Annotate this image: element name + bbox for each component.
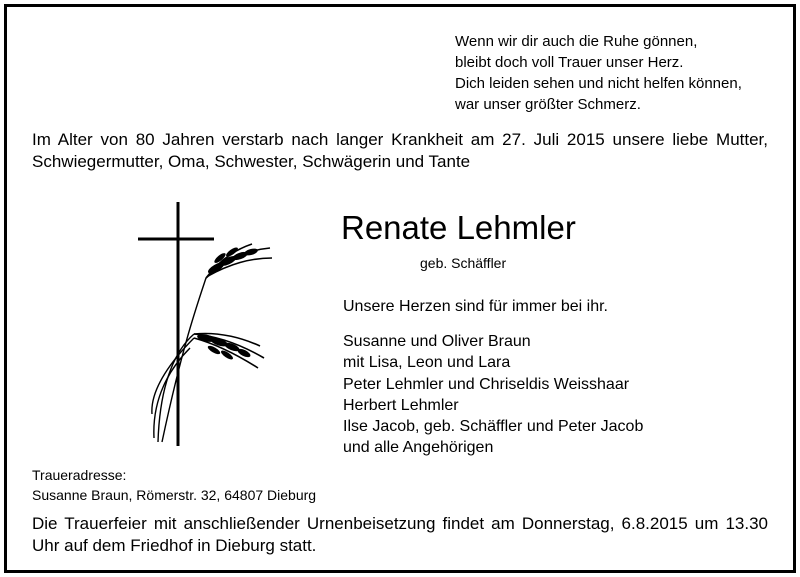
- poem: [455, 31, 742, 115]
- mourner: Ilse Jacob, geb. Schäffler und Peter Jacob: [343, 418, 644, 436]
- ceremony-text: Die Trauerfeier mit anschließender Urnenbeisetzung findet am Donnerstag, 6.8.2015 um 13.30 Uhr auf dem Friedhof in Dieburg statt.: [32, 514, 768, 555]
- mourner: Susanne und Oliver Braun: [343, 333, 531, 350]
- mourners-list: [343, 331, 643, 459]
- poem-line: bleibt doch voll Trauer unser Herz.: [455, 54, 684, 71]
- maiden-name: geb. Schäffler: [420, 255, 507, 271]
- announcement-text: Im Alter von 80 Jahren verstarb nach langer Krankheit am 27. Juli 2015 unsere liebe Mutter, Schwiegermutter, Oma, Schwester, Schwägerin und Tante: [32, 130, 768, 171]
- poem-line: Wenn wir dir auch die Ruhe gönnen,: [455, 33, 698, 50]
- mourning-address: [32, 465, 316, 505]
- cross-with-wheat-icon: [130, 198, 280, 450]
- poem-line: Dich leiden sehen und nicht helfen können,: [455, 75, 742, 92]
- poem-line: war unser größter Schmerz.: [455, 96, 641, 113]
- deceased-name: Renate Lehmler: [341, 209, 576, 246]
- mourner: Herbert Lehmler: [343, 396, 459, 414]
- mourner: und alle Angehörigen: [343, 439, 494, 457]
- mourner: Peter Lehmler und Chriseldis Weisshaar: [343, 375, 630, 393]
- hearts-line: Unsere Herzen sind für immer bei ihr.: [343, 298, 608, 315]
- address-label: Traueradresse:: [32, 467, 127, 483]
- mourner: mit Lisa, Leon und Lara: [343, 354, 511, 372]
- address-value: Susanne Braun, Römerstr. 32, 64807 Dieburg: [32, 487, 317, 503]
